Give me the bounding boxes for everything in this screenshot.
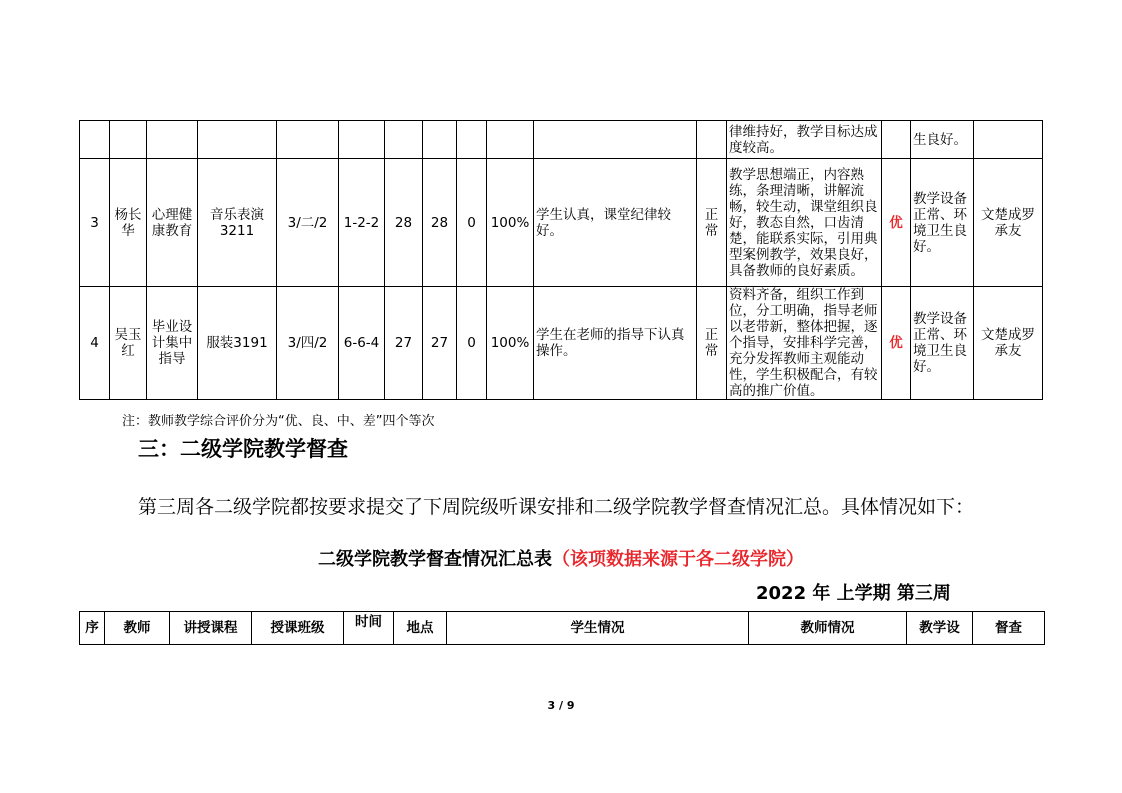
cell-no	[80, 121, 110, 159]
cell-should: 27	[385, 287, 423, 400]
cell-course	[147, 121, 198, 159]
header-facility: 教学设	[907, 612, 973, 645]
cell-student-eval	[534, 121, 697, 159]
cell-period: 6-6-4	[339, 287, 385, 400]
cell-rate	[487, 121, 534, 159]
cell-time	[277, 121, 339, 159]
section-title: 三：二级学院教学督查	[138, 437, 348, 461]
cell-actual: 27	[423, 287, 457, 400]
supervision-detail-table	[79, 120, 1043, 400]
cell-student-eval: 学生认真，课堂纪律较好。	[534, 159, 697, 287]
cell-actual	[423, 121, 457, 159]
summary-title-text: 二级学院教学督查情况汇总表	[318, 549, 552, 570]
cell-teacher: 杨长华	[110, 159, 147, 287]
cell-rate: 100%	[487, 287, 534, 400]
cell-period	[339, 121, 385, 159]
cell-course: 心理健康教育	[147, 159, 198, 287]
cell-grade	[882, 121, 911, 159]
header-no: 序	[80, 612, 105, 645]
cell-status: 正常	[697, 159, 727, 287]
summary-paragraph: 第三周各二级学院都按要求提交了下周院级听课安排和二级学院教学督查情况汇总。具体情况如下：	[138, 496, 975, 518]
grading-note: 注：教师教学综合评价分为“优、良、中、差”四个等次	[122, 414, 435, 429]
cell-actual: 28	[423, 159, 457, 287]
cell-absent: 0	[457, 159, 487, 287]
cell-no: 4	[80, 287, 110, 400]
summary-header-row	[80, 612, 1045, 645]
header-time: 时间	[344, 612, 394, 645]
header-location: 地点	[394, 612, 447, 645]
header-course: 讲授课程	[170, 612, 252, 645]
cell-status	[697, 121, 727, 159]
cell-course: 毕业设计集中指导	[147, 287, 198, 400]
cell-facility: 教学设备正常、环境卫生良好。	[911, 159, 974, 287]
cell-facility: 生良好。	[911, 121, 974, 159]
cell-should: 28	[385, 159, 423, 287]
cell-class	[198, 121, 277, 159]
header-supervision: 督查	[973, 612, 1045, 645]
cell-supervisor	[974, 121, 1043, 159]
summary-table-title	[0, 545, 1122, 571]
cell-absent: 0	[457, 287, 487, 400]
cell-time: 3/二/2	[277, 159, 339, 287]
cell-teacher	[110, 121, 147, 159]
summary-table	[79, 611, 1045, 645]
semester-label: 2022 年 上学期 第三周	[756, 583, 951, 604]
header-teacher: 教师	[105, 612, 170, 645]
header-class: 授课班级	[252, 612, 344, 645]
page-number: 3 / 9	[547, 699, 575, 712]
cell-status: 正常	[697, 287, 727, 400]
header-teacher-situation: 教师情况	[749, 612, 907, 645]
cell-rate: 100%	[487, 159, 534, 287]
cell-supervisor: 文楚成罗承友	[974, 287, 1043, 400]
cell-period: 1-2-2	[339, 159, 385, 287]
cell-absent	[457, 121, 487, 159]
cell-class: 服装3191	[198, 287, 277, 400]
cell-teacher-eval: 资料齐备，组织工作到位，分工明确，指导老师以老带新，整体把握，逐个指导，安排科学完善，充分发挥教师主观能动性，学生积极配合，有较高的推广价值。	[727, 287, 882, 400]
cell-no: 3	[80, 159, 110, 287]
cell-teacher-eval: 教学思想端正，内容熟练，条理清晰，讲解流畅，较生动，课堂组织良好，教态自然，口齿清楚，能联系实际，引用典型案例教学，效果良好，具备教师的良好素质。	[727, 159, 882, 287]
table-row	[80, 287, 1043, 400]
table-row	[80, 159, 1043, 287]
cell-should	[385, 121, 423, 159]
cell-teacher: 吴玉红	[110, 287, 147, 400]
cell-grade: 优	[882, 287, 911, 400]
header-student-situation: 学生情况	[447, 612, 749, 645]
cell-facility: 教学设备正常、环境卫生良好。	[911, 287, 974, 400]
cell-class: 音乐表演3211	[198, 159, 277, 287]
data-source-note: （该项数据来源于各二级学院）	[552, 549, 804, 570]
table-row	[80, 121, 1043, 159]
cell-grade: 优	[882, 159, 911, 287]
cell-teacher-eval: 律维持好，教学目标达成度较高。	[727, 121, 882, 159]
cell-time: 3/四/2	[277, 287, 339, 400]
cell-student-eval: 学生在老师的指导下认真操作。	[534, 287, 697, 400]
cell-supervisor: 文楚成罗承友	[974, 159, 1043, 287]
